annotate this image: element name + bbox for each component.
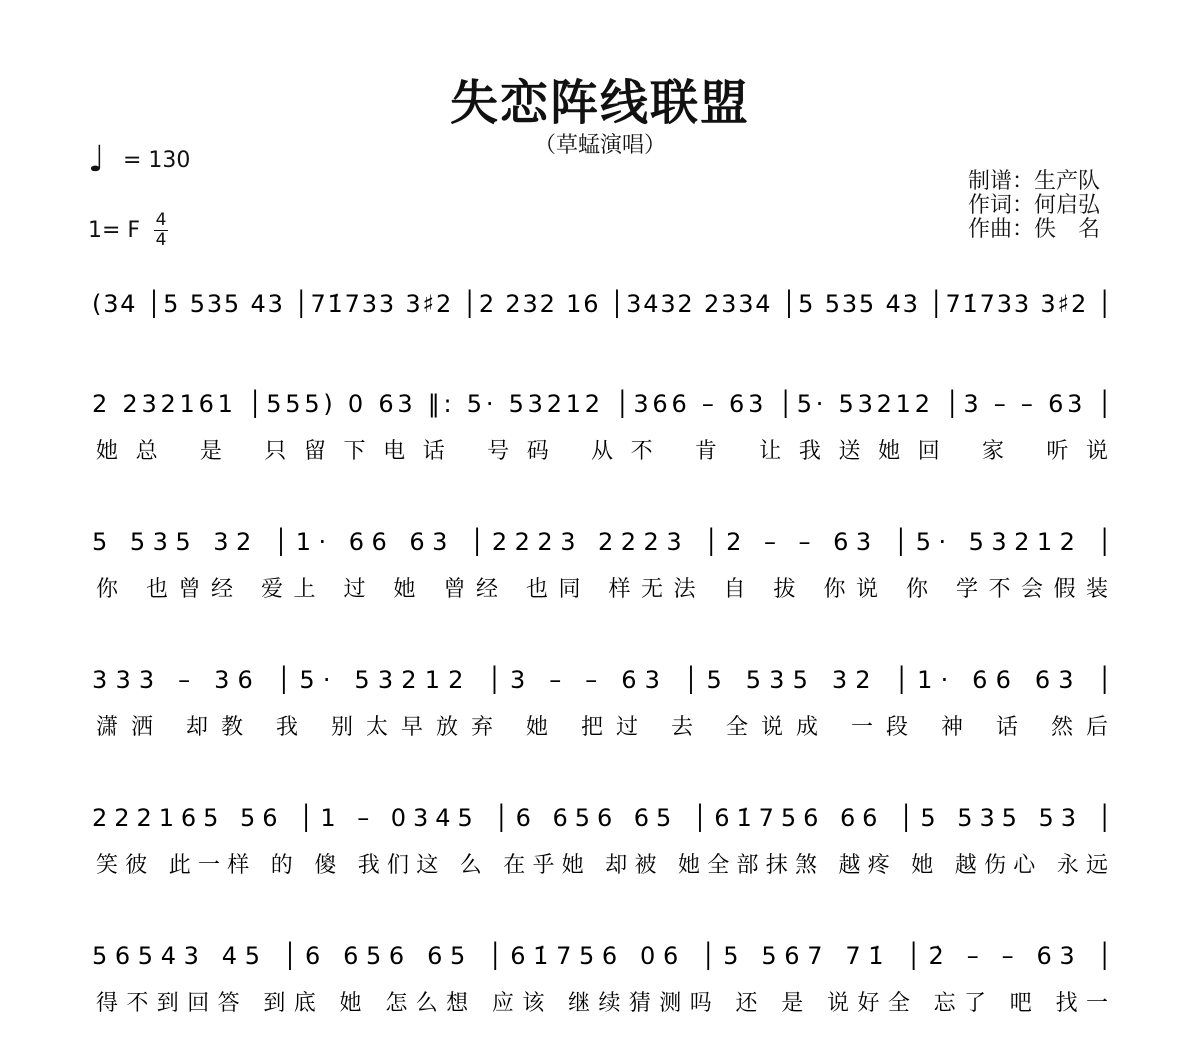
credit-arranger: 制谱：生产队 (968, 169, 1101, 194)
quarter-note-icon: ♩ (88, 139, 105, 180)
score-row-notes: 5 535 32 │1· 66 63 │2223 2223 │2 – – 63 │5· 53212 │ (92, 528, 1113, 556)
score-row-notes: 56543 45 │6 656 65 │61̇756 06 │5 567 71̇ │2̇ – – 63 │ (92, 942, 1113, 970)
score-row-notes: 2 232161 │555) 0 63 ‖: 5· 53212 │366 – 63 │5· 53212 │3 – – 63 │ (92, 390, 1112, 418)
score-row-notes: (34 │5 535 43 │71̇733 3♯2 │2 232 16 │3432 2334 │5 535 43 │71̇733 3♯2 │ (92, 290, 1113, 318)
credit-composer: 作曲：佚 名 (968, 217, 1101, 242)
score-row-lyrics: 得不到回答 到底 她 怎么想 应该 继续猜测吗 还 是 说好全 忘了 吧 找一 (96, 991, 1108, 1016)
key-value: 1= F (88, 218, 141, 243)
song-title: 失恋阵线联盟 (449, 75, 750, 131)
score-row-notes: 333 – 36 │5· 53212 │3 – – 63 │5 535 32 │1· 66 63 │ (92, 666, 1112, 694)
score-row-lyrics: 笑彼 此一样 的 傻 我们这 么 在乎她 却被 她全部抹煞 越疼 她 越伤心 永远 (96, 853, 1109, 878)
credit-lyricist: 作词：何启弘 (968, 193, 1101, 218)
score-row-lyrics: 她总 是 只留下电话 号码 从不 肯 让我送她回 家 听说 (96, 439, 1108, 464)
score-row-lyrics: 潇洒 却教 我 别太早放弃 她 把过 去 全说成 一段 神 话 然后 (96, 715, 1108, 740)
song-subtitle: （草蜢演唱） (533, 133, 666, 158)
score-row-notes: 222165 56 │1 – 0345 │6 656 65 │61̇756 66 │5 535 53 │ (92, 804, 1112, 832)
score-row-lyrics: 你 也曾经 爱上 过 她 曾经 也同 样无法 自 拔 你说 你 学不会假装 (96, 577, 1108, 602)
tempo-value: = 130 (122, 147, 191, 173)
time-top: 4 (155, 210, 167, 230)
time-bottom: 4 (155, 230, 167, 250)
